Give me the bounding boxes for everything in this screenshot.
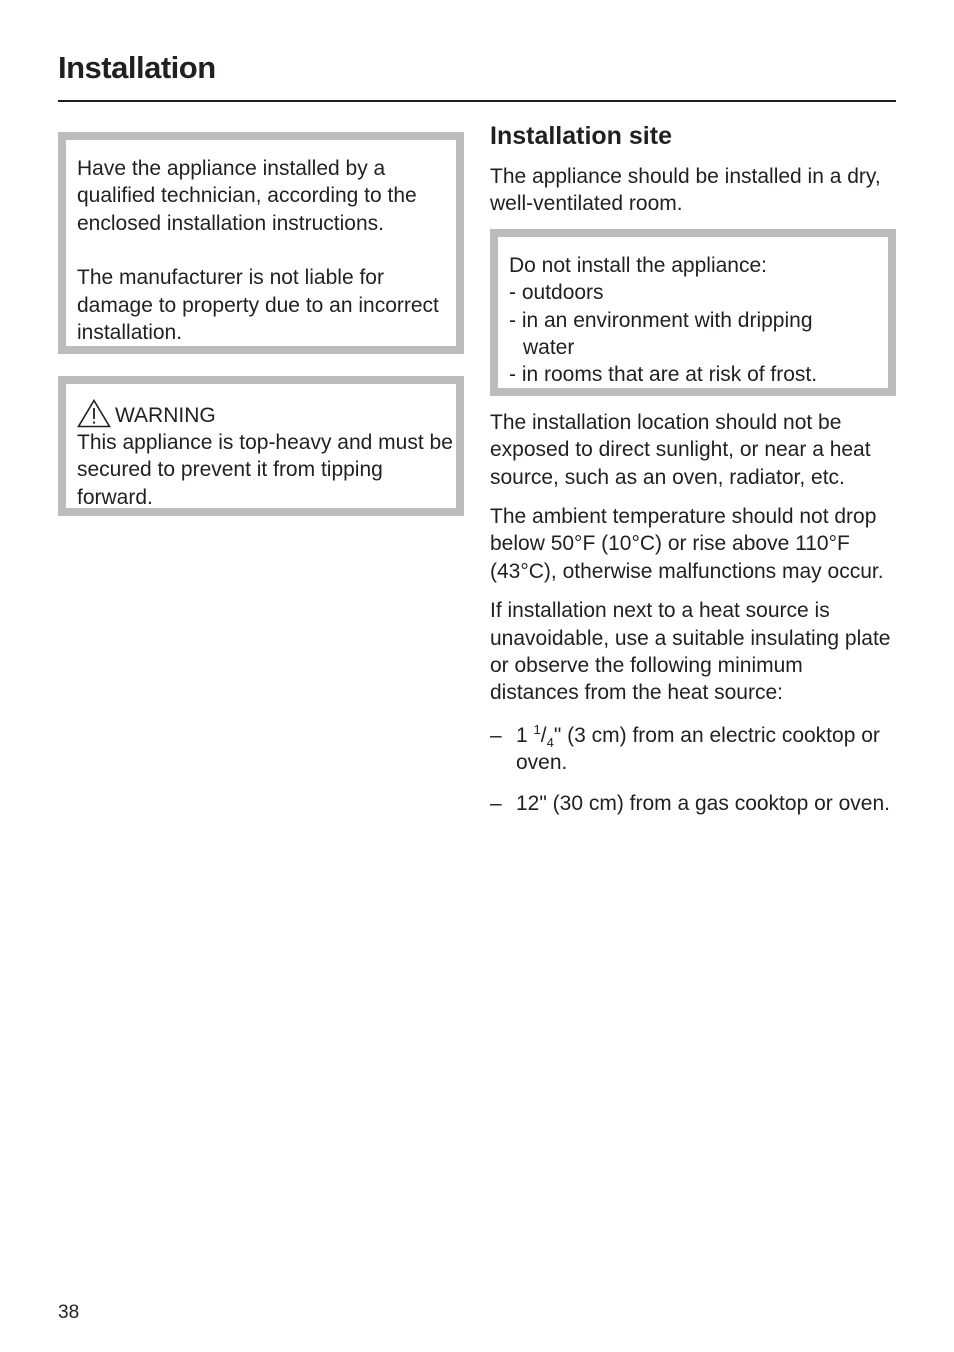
list-item (490, 722, 896, 777)
installer-notice-text: Have the appliance installed by a qualified technician, according to the enclosed installation instructions. (77, 157, 417, 235)
section-title: Installation site (490, 122, 672, 150)
installation-site-section (490, 121, 896, 830)
do-not-install-box (490, 229, 896, 396)
warning-label: WARNING (115, 403, 216, 427)
list-item: - in an environment with dripping (509, 308, 813, 332)
list-item (490, 790, 896, 817)
dash-bullet: – (490, 723, 502, 747)
liability-notice-text: The manufacturer is not liable for damage to property due to an incorrect installation. (77, 266, 439, 345)
page-number: 38 (58, 1302, 80, 1323)
list-item-continuation: water (523, 336, 575, 360)
site-intro: The appliance should be installed in a dry, well-ventilated room. (490, 165, 881, 216)
title-divider (58, 100, 896, 102)
warning-text: This appliance is top-heavy and must be secured to prevent it from tipping forward. (77, 431, 453, 509)
temperature-paragraph: The ambient temperature should not drop below 50°F (10°C) or rise above 110°F (43°C), otherwise malfunctions may occur. (490, 505, 884, 583)
distance-electric-text: 1 $^1/_4$" (3 cm) from an electric cooktop or oven. (516, 721, 880, 775)
warning-triangle-icon (77, 399, 111, 428)
do-not-install-heading: Do not install the appliance: (509, 253, 767, 277)
installer-notice-box (58, 132, 464, 354)
list-item: - in rooms that are at risk of frost. (509, 363, 818, 387)
heat-source-paragraph: If installation next to a heat source is unavoidable, use a suitable insulating plate or observe the following minimum distances from the heat source: (490, 599, 891, 705)
dash-bullet: – (490, 791, 502, 815)
distance-gas-text: 12" (30 cm) from a gas cooktop or oven. (516, 791, 890, 815)
sunlight-paragraph: The installation location should not be exposed to direct sunlight, or near a heat source, such as an oven, radiator, etc. (490, 410, 871, 489)
warning-box (58, 376, 464, 516)
list-item: - outdoors (509, 281, 604, 305)
page-title: Installation (58, 50, 216, 85)
